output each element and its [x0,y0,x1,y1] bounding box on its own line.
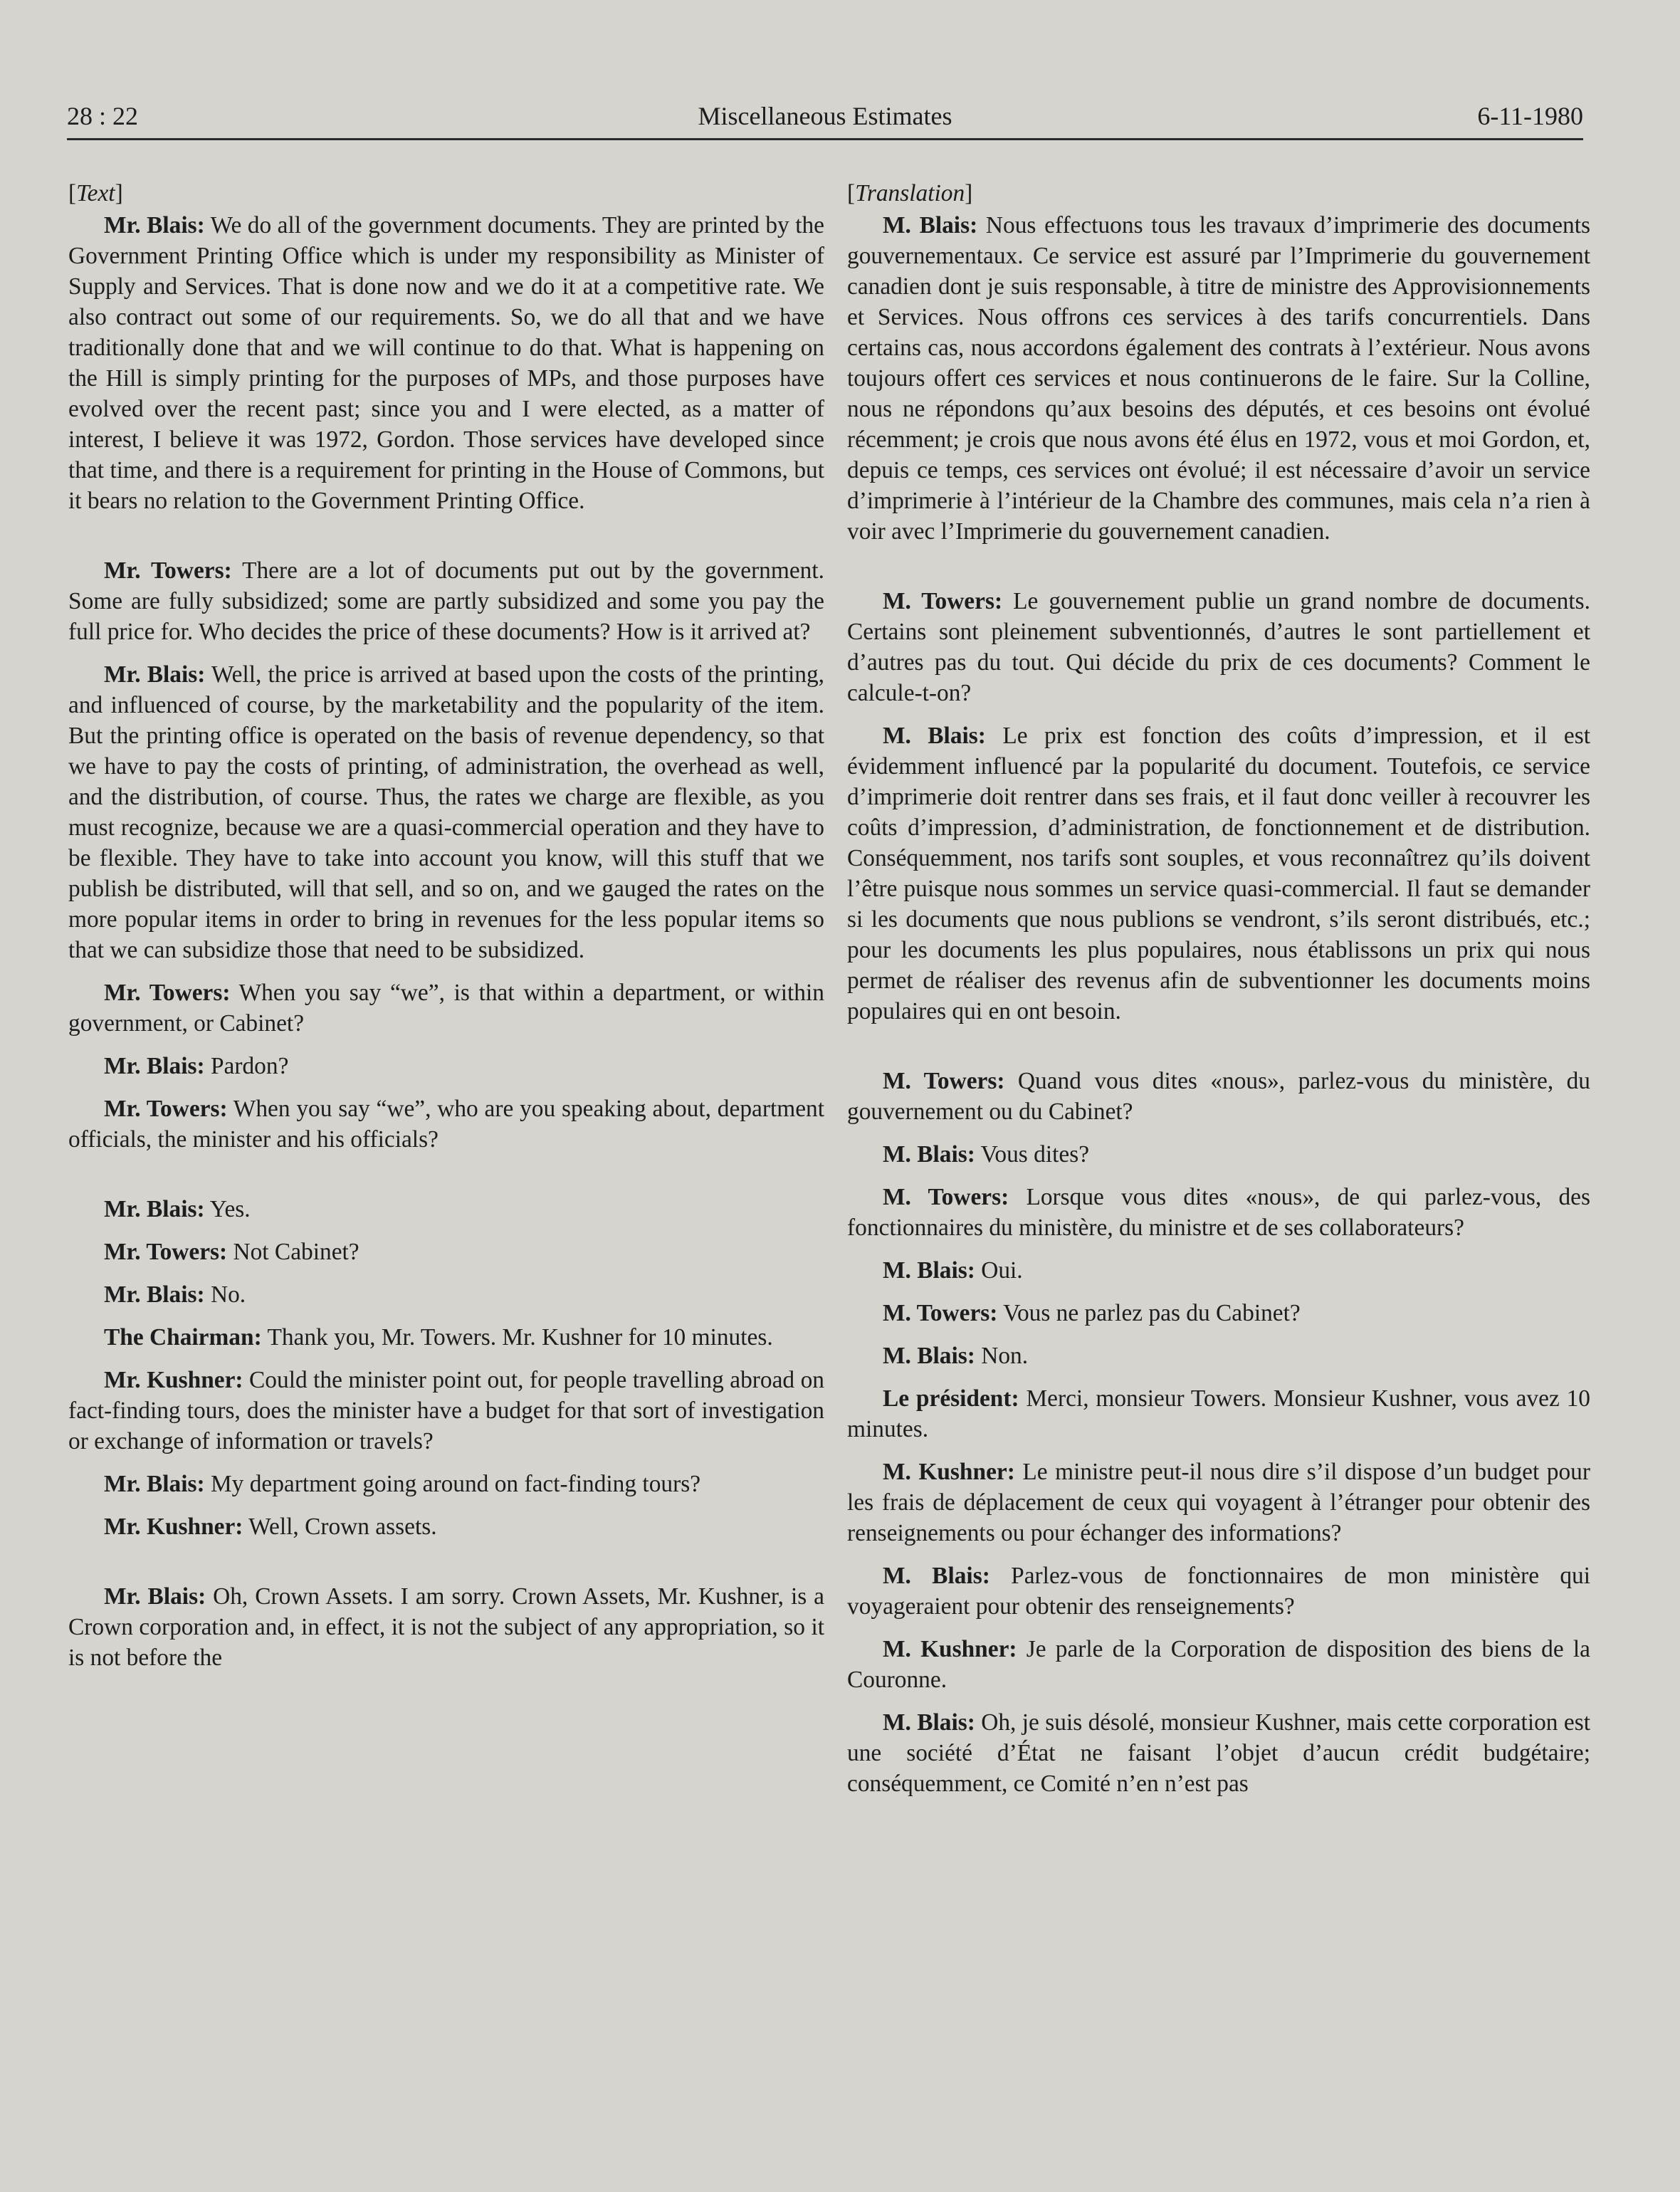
paragraph-gap [68,1167,824,1194]
speech-paragraph [847,720,1590,1027]
speech-text: Le gouvernement publie un grand nombre de documents. Certains sont pleinement subventionnés, d’autres le sont partiellement et d’autres pas du tout. Qui décide du prix de ces documents? Comment le calcule-t-on? [847,588,1590,706]
speech-text: Nous effectuons tous les travaux d’imprimerie des documents gouvernementaux. Ce service est assuré par l’Imprimerie du gouvernement canadien dont je suis responsable, à titre de ministre des Approvisionnements et Services. Nous offrons ces services à des tarifs concurrentiels. Dans certains cas, nous accordons également des contrats à l’extérieur. Nous avons toujours offert ces services et nous continuerons de le faire. Sur la Colline, nous ne répondons qu’aux besoins des députés, et ces besoins ont évolué récemment; je crois que nous avons été élus en 1972, vous et moi Gordon, et, depuis ce temps, ces services ont évolué; il est nécessaire d’avoir un service d’imprimerie à l’intérieur de la Chambre des communes, mais cela n’a rien à voir avec l’Imprimerie du gouvernement canadien. [847,212,1590,545]
page-date: 6-11-1980 [1477,102,1583,130]
speech-text: Non. [981,1343,1029,1369]
speech-text: Well, Crown assets. [248,1514,437,1540]
french-tag-label: Translation [855,180,965,206]
speech-paragraph [68,555,824,647]
speech-text: Le ministre peut-il nous dire s’il dispose d’un budget pour les frais de déplacement de ceux qui voyagent à l’étranger pour obtenir des renseignements ou pour échanger des informations? [847,1459,1590,1546]
speaker-name: M. Kushner: [883,1459,1015,1485]
speech-text: Could the minister point out, for people travelling abroad on fact-finding tours, does the minister have a budget for that sort of investigation or exchange of information or travels? [68,1367,824,1454]
speaker-name: Mr. Towers: [104,1239,228,1265]
paragraph-gap [847,1039,1590,1066]
speech-text: When you say “we”, who are you speaking about, department officials, the minister and his officials? [68,1096,824,1153]
speaker-name: M. Kushner: [883,1636,1017,1662]
speech-text: Pardon? [210,1053,289,1079]
speech-paragraph [68,1322,824,1353]
speech-paragraph [68,1581,824,1673]
speaker-name: Mr. Blais: [104,1471,205,1497]
speech-text: Le prix est fonction des coûts d’impression, et il est évidemment influencé par la popularité du document. Toutefois, ce service d’imprimerie doit rentrer dans ses frais, et il faut donc veiller à recouvrer les coûts d’impression, d’administration, de fonctionnement et de distribution. Conséquemment, nos tarifs sont souples, et vous reconnaîtrez qu’ils doivent l’être puisque nous sommes un service quasi-commercial. Il faut se demander si les documents que nous publions se vendront, s’ils seront distribués, etc.; pour les documents les plus populaires, nous établissons un prix qui nous permet de réaliser des revenus afin de subventionner les documents moins populaires qui en ont besoin. [847,723,1591,1024]
speech-paragraph [847,210,1590,547]
speaker-name: Mr. Blais: [104,661,206,688]
english-tag-label: Text [76,180,115,206]
speech-text: Oui. [981,1257,1023,1284]
speaker-name: Mr. Towers: [104,557,232,584]
speaker-name: M. Blais: [883,1343,975,1369]
speech-paragraph [68,1511,824,1542]
paragraph-gap [847,559,1590,586]
speech-paragraph [847,1383,1590,1444]
speaker-name: The Chairman: [104,1324,262,1351]
speech-text: We do all of the government documents. They are printed by the Government Printing Office which is under my responsibility as Minister of Supply and Services. That is done now and we do it at a competitive rate. We also contract out some of our requirements. So, we do all that and we have traditionally done that and we will continue to do that. What is happening on the Hill is simply printing for the purposes of MPs, and those purposes have evolved over the recent past; since you and I were elected, as a matter of interest, I believe it was 1972, Gordon. Those services have developed since that time, and there is a requirement for printing in the House of Commons, but it bears no relation to the Government Printing Office. [68,212,824,514]
speaker-name: Mr. Blais: [104,212,205,238]
speech-paragraph [68,1365,824,1457]
speaker-name: M. Blais: [883,1141,975,1168]
speech-text: There are a lot of documents put out by the government. Some are fully subsidized; some are partly subsidized and some you pay the full price for. Who decides the price of these documents? How is it arrived at? [68,557,824,645]
speech-paragraph [847,1298,1590,1328]
speech-text: Yes. [209,1196,251,1222]
speech-paragraph [68,210,824,516]
speaker-name: Mr. Blais: [104,1196,205,1222]
french-section-tag: [Translation] [847,180,973,206]
speech-paragraph [847,1561,1590,1622]
paragraph-gap [68,1554,824,1581]
speech-paragraph [68,977,824,1039]
speech-text: Vous dites? [980,1141,1090,1168]
speech-paragraph [847,1634,1590,1695]
speech-text: Merci, monsieur Towers. Monsieur Kushner, vous avez 10 minutes. [847,1385,1590,1442]
speech-paragraph [847,1341,1590,1371]
speaker-name: Mr. Towers: [104,980,231,1006]
speech-paragraph [68,1051,824,1081]
speech-text: Parlez-vous de fonctionnaires de mon ministère qui voyageraient pour obtenir des renseignements? [847,1563,1590,1620]
speaker-name: M. Towers: [883,588,1003,614]
speech-paragraph [847,1066,1590,1127]
speech-text: When you say “we”, is that within a department, or within government, or Cabinet? [68,980,824,1037]
speaker-name: M. Blais: [883,1709,975,1736]
speech-paragraph [847,586,1590,708]
speech-text: Je parle de la Corporation de disposition des biens de la Couronne. [847,1636,1590,1693]
speaker-name: Le président: [883,1385,1019,1412]
speech-text: Well, the price is arrived at based upon the costs of the printing, and influenced of course, by the marketability and the popularity of the item. But the printing office is operated on the basis of revenue dependency, so that we have to pay the costs of printing, of administration, the overhead as well, and the distribution, of course. Thus, the rates we charge are flexible, as you must recognize, because we are a quasi-commercial operation and they have to be flexible. They have to take into account you know, will this stuff that we publish be distributed, will that sell, and so on, and we gauged the rates on the more popular items in order to bring in revenues for the less popular items so that we can subsidize those that need to be subsidized. [68,661,824,963]
speaker-name: M. Blais: [883,1563,990,1589]
speaker-name: Mr. Blais: [104,1053,205,1079]
speech-paragraph [68,1237,824,1267]
speaker-name: M. Towers: [883,1068,1005,1094]
speech-paragraph [68,1194,824,1225]
speech-paragraph [847,1182,1590,1243]
french-column [847,178,1590,1811]
speech-paragraph [68,1469,824,1499]
page-title: Miscellaneous Estimates [698,102,952,130]
english-section-tag: [Text] [68,180,123,206]
speaker-name: Mr. Blais: [104,1583,206,1610]
speech-text: Oh, je suis désolé, monsieur Kushner, mais cette corporation est une société d’État ne faisant l’objet d’aucun crédit budgétaire; conséquemment, ce Comité n’en n’est pas [847,1709,1590,1797]
speech-text: Lorsque vous dites «nous», de qui parlez-vous, des fonctionnaires du ministère, du ministre et de ses collaborateurs? [847,1184,1590,1241]
page-header [67,98,1583,140]
speech-paragraph [847,1707,1590,1799]
speech-paragraph [68,659,824,965]
speech-paragraph [847,1255,1590,1286]
english-column [68,178,824,1685]
speaker-name: M. Blais: [883,212,978,238]
speech-paragraph [68,1094,824,1155]
speech-text: My department going around on fact-finding tours? [210,1471,701,1497]
speech-text: Quand vous dites «nous», parlez-vous du ministère, du gouvernement ou du Cabinet? [847,1068,1590,1125]
speech-paragraph [847,1139,1590,1170]
speech-text: Vous ne parlez pas du Cabinet? [1003,1300,1301,1326]
speech-text: No. [210,1281,246,1308]
speech-text: Oh, Crown Assets. I am sorry. Crown Assets, Mr. Kushner, is a Crown corporation and, in effect, it is not the subject of any appropriation, so it is not before the [68,1583,824,1671]
page-number: 28 : 22 [67,102,139,130]
speech-paragraph [847,1457,1590,1548]
speech-text: Thank you, Mr. Towers. Mr. Kushner for 10 minutes. [267,1324,773,1351]
speaker-name: M. Blais: [883,1257,975,1284]
paragraph-gap [68,528,824,555]
speaker-name: Mr. Towers: [104,1096,228,1122]
speaker-name: Mr. Blais: [104,1281,205,1308]
speech-paragraph [68,1279,824,1310]
speaker-name: Mr. Kushner: [104,1367,243,1393]
speech-text: Not Cabinet? [233,1239,359,1265]
speaker-name: M. Towers: [883,1184,1009,1210]
speaker-name: M. Blais: [883,723,986,749]
speaker-name: Mr. Kushner: [104,1514,243,1540]
speaker-name: M. Towers: [883,1300,998,1326]
